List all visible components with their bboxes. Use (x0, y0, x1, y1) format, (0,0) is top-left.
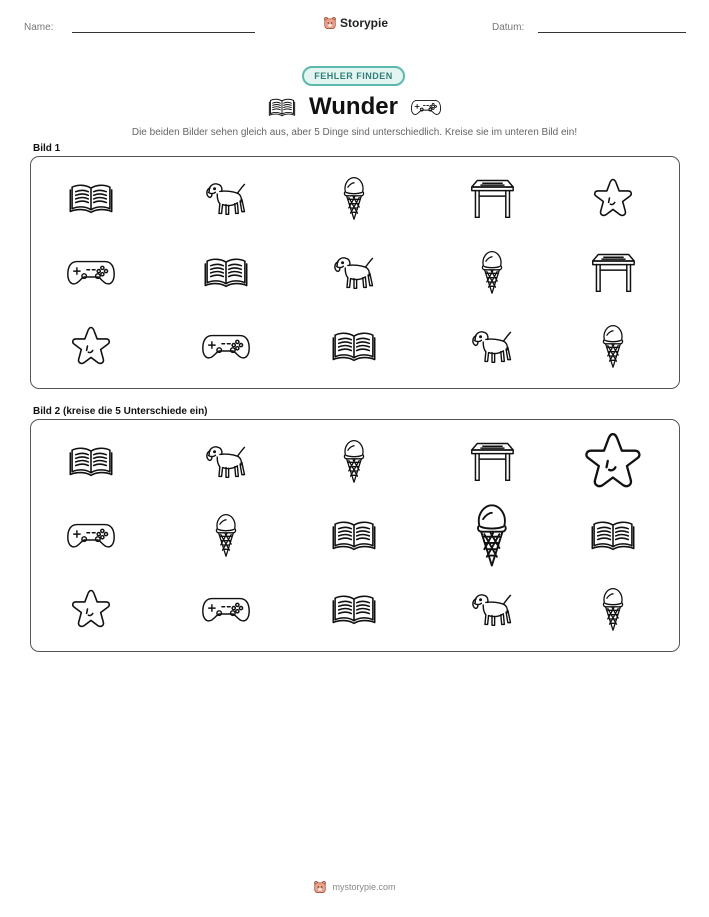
footer (0, 880, 709, 894)
picture1-panel (30, 156, 680, 389)
dog-icon (470, 326, 514, 366)
icecream-icon (341, 174, 367, 222)
book-icon[interactable] (331, 517, 377, 553)
dog-icon (204, 178, 248, 218)
instructions: Die beiden Bilder sehen gleich aus, aber 5 Dinge sind unterschiedlich. Kreise sie im unteren Bild ein! (131, 127, 578, 138)
title-row (0, 92, 709, 122)
book-icon (331, 328, 377, 364)
desk-icon (469, 175, 515, 221)
star-icon[interactable] (581, 429, 645, 493)
gamepad-icon[interactable] (66, 519, 116, 551)
picture2-panel[interactable] (30, 419, 680, 652)
dog-icon[interactable] (204, 441, 248, 481)
star-icon (69, 324, 113, 368)
star-icon[interactable] (69, 587, 113, 631)
gamepad-icon (201, 330, 251, 362)
date-label: Datum: (492, 22, 525, 33)
date-line[interactable] (538, 32, 686, 33)
icecream-icon[interactable] (600, 585, 626, 633)
name-line[interactable] (72, 32, 255, 33)
icecream-icon (479, 248, 505, 296)
book-icon (68, 180, 114, 216)
icecream-icon[interactable] (213, 511, 239, 559)
page-title: Wunder (309, 93, 398, 120)
category-badge: FEHLER FINDEN (302, 66, 405, 86)
desk-icon (590, 249, 636, 295)
bear-icon (313, 880, 327, 894)
book-icon[interactable] (331, 591, 377, 627)
worksheet-header (0, 16, 709, 40)
star-icon (591, 176, 635, 220)
name-label: Name: (24, 22, 54, 33)
desk-icon[interactable] (469, 438, 515, 484)
gamepad-icon (66, 256, 116, 288)
icecream-icon[interactable] (341, 437, 367, 485)
dog-icon (332, 252, 376, 292)
book-icon[interactable] (590, 517, 636, 553)
book-icon (267, 96, 297, 118)
icecream-icon (600, 322, 626, 370)
bear-icon (323, 16, 337, 30)
picture1-label: Bild 1 (33, 143, 61, 154)
brand-logo (323, 16, 388, 30)
dog-icon[interactable] (470, 589, 514, 629)
picture2-label: Bild 2 (kreise die 5 Unterschiede ein) (33, 406, 208, 417)
icecream-icon[interactable] (473, 500, 511, 570)
book-icon[interactable] (68, 443, 114, 479)
gamepad-icon[interactable] (201, 593, 251, 625)
gamepad-icon (410, 97, 442, 117)
footer-site: mystorypie.com (332, 882, 396, 892)
book-icon (203, 254, 249, 290)
brand-name: Storypie (340, 16, 389, 30)
